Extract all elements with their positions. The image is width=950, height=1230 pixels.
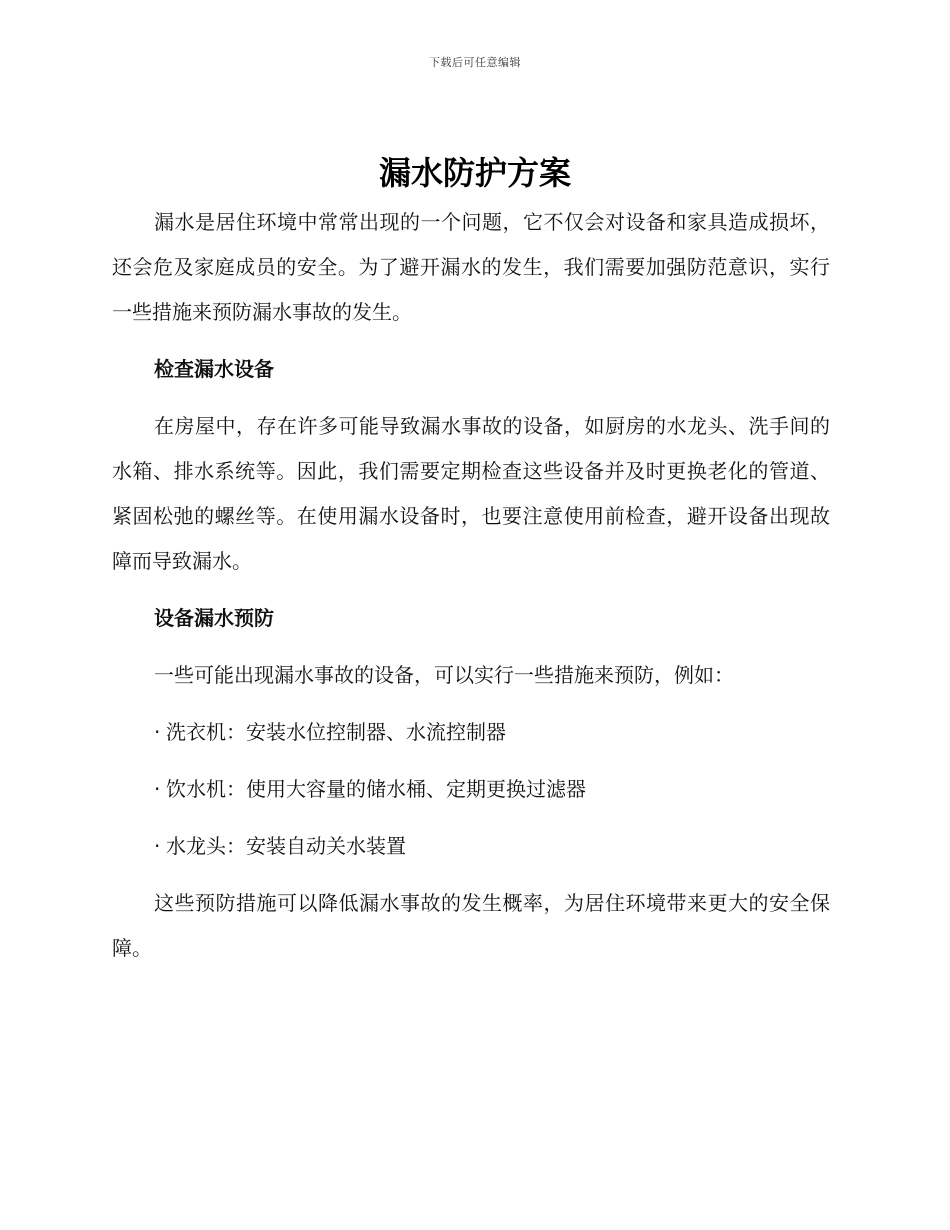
list-item-text: 洗衣机：安装水位控制器、水流控制器 (166, 720, 506, 744)
document-title: 漏水防护方案 (378, 154, 571, 192)
bullet-icon: · (154, 720, 161, 744)
page-header-note: 下载后可任意编辑 (429, 56, 521, 69)
list-item-text: 水龙头：安装自动关水装置 (166, 834, 406, 858)
list-item (154, 824, 830, 869)
prevention-lead-text: 一些可能出现漏水事故的设备，可以实行一些措施来预防，例如： (154, 663, 734, 687)
list-item (154, 710, 830, 755)
intro-paragraph: 漏水是居住环境中常常出现的一个问题，它不仅会对设备和家具造成损坏，还会危及家庭成员的安全。为了避开漏水的发生，我们需要加强防范意识，实行一些措施来预防漏水事故的发生。 (112, 210, 830, 324)
document-body (112, 200, 830, 971)
list-item-text: 饮水机：使用大容量的储水桶、定期更换过滤器 (166, 777, 586, 801)
bullet-icon: · (154, 777, 161, 801)
list-item (154, 767, 830, 812)
section-check-equipment-paragraph: 在房屋中，存在许多可能导致漏水事故的设备，如厨房的水龙头、洗手间的水箱、排水系统等。因此，我们需要定期检查这些设备并及时更换老化的管道、紧固松弛的螺丝等。在使用漏水设备时，也要注意使用前检查，避开设备出现故障而导致漏水。 (112, 414, 830, 573)
bullet-icon: · (154, 834, 161, 858)
prevention-list (112, 710, 830, 869)
section-heading-prevention: 设备漏水预防 (154, 606, 274, 630)
closing-paragraph: 这些预防措施可以降低漏水事故的发生概率，为居住环境带来更大的安全保障。 (112, 891, 830, 960)
section-heading-check-equipment: 检查漏水设备 (154, 357, 274, 381)
